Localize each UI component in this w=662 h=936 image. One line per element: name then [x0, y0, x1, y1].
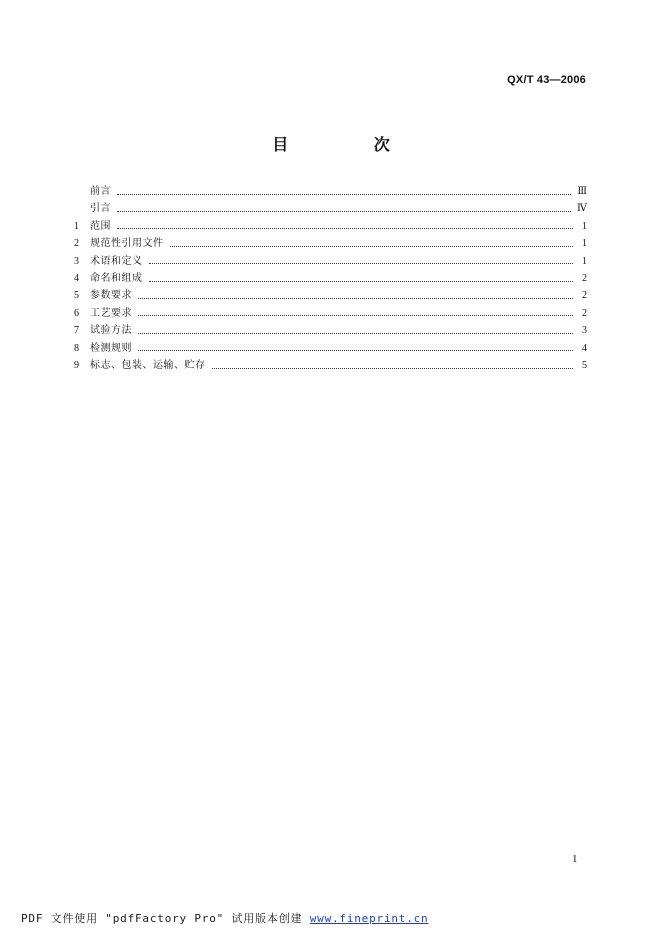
toc-title: 目 次 — [272, 135, 430, 154]
toc-entry-number: 6 — [74, 307, 79, 319]
toc-entry-introduction[interactable] — [74, 200, 587, 217]
toc-entry-number: 1 — [74, 220, 79, 232]
toc-entry-marking-packing-transport-storage[interactable] — [74, 357, 587, 374]
toc-entry-page: 2 — [582, 290, 587, 302]
toc-entry-page: 5 — [582, 359, 587, 371]
toc-leader-dots — [170, 245, 574, 247]
toc-entry-page: 1 — [582, 238, 587, 250]
pdf-watermark-footer — [21, 910, 428, 926]
toc-leader-dots — [138, 297, 573, 299]
toc-leader-dots — [117, 210, 571, 212]
toc-entry-naming-composition[interactable] — [74, 270, 587, 287]
standard-code: QX/T 43—2006 — [507, 74, 586, 86]
toc-leader-dots — [117, 193, 571, 195]
toc-entry-label: 引言 — [90, 203, 111, 215]
toc-entry-label: 前言 — [90, 186, 111, 197]
toc-entry-label: 工艺要求 — [90, 307, 132, 319]
toc-entry-parameter-requirements[interactable] — [74, 287, 587, 304]
toc-entry-test-methods[interactable] — [74, 322, 587, 339]
toc-entry-label: 范围 — [90, 220, 111, 232]
toc-entry-page: 1 — [582, 255, 587, 267]
toc-entry-label: 试验方法 — [90, 325, 132, 337]
toc-entry-number: 2 — [74, 238, 79, 250]
toc-entry-label: 命名和组成 — [90, 272, 143, 284]
page-number: 1 — [572, 853, 578, 865]
toc-entry-preface[interactable] — [74, 183, 587, 200]
toc-leader-dots — [138, 349, 573, 351]
table-of-contents — [74, 183, 587, 374]
toc-leader-dots — [149, 262, 574, 264]
toc-entry-number: 8 — [74, 342, 79, 354]
toc-entry-page: 4 — [582, 342, 587, 354]
footer-link[interactable]: www.fineprint.cn — [309, 912, 429, 925]
toc-leader-dots — [138, 332, 573, 334]
toc-leader-dots — [149, 280, 574, 282]
toc-entry-inspection-rules[interactable] — [74, 340, 587, 357]
toc-entry-process-requirements[interactable] — [74, 305, 587, 322]
toc-entry-label: 术语和定义 — [90, 255, 143, 267]
toc-entry-page: 2 — [582, 307, 587, 319]
toc-entry-label: 参数要求 — [90, 290, 132, 302]
toc-entry-page: Ⅲ — [577, 186, 587, 197]
toc-entry-number: 9 — [74, 359, 79, 371]
toc-leader-dots — [138, 314, 573, 316]
footer-text: PDF 文件使用 "pdfFactory Pro" 试用版本创建 — [21, 912, 310, 925]
toc-entry-number: 4 — [74, 272, 79, 284]
toc-entry-normative-references[interactable] — [74, 235, 587, 252]
toc-entry-label: 标志、包装、运输、贮存 — [90, 359, 206, 371]
toc-entry-terms-definitions[interactable] — [74, 253, 587, 270]
toc-entry-number: 5 — [74, 290, 79, 302]
toc-leader-dots — [117, 227, 573, 229]
toc-entry-page: 2 — [582, 272, 587, 284]
toc-entry-page: Ⅳ — [577, 203, 587, 215]
toc-entry-page: 1 — [582, 220, 587, 232]
toc-entry-page: 3 — [582, 325, 587, 337]
toc-entry-number: 3 — [74, 255, 79, 267]
toc-leader-dots — [212, 367, 574, 369]
toc-entry-number: 7 — [74, 325, 79, 337]
toc-entry-scope[interactable] — [74, 218, 587, 235]
toc-entry-label: 规范性引用文件 — [90, 238, 164, 250]
toc-entry-label: 检测规则 — [90, 342, 132, 354]
